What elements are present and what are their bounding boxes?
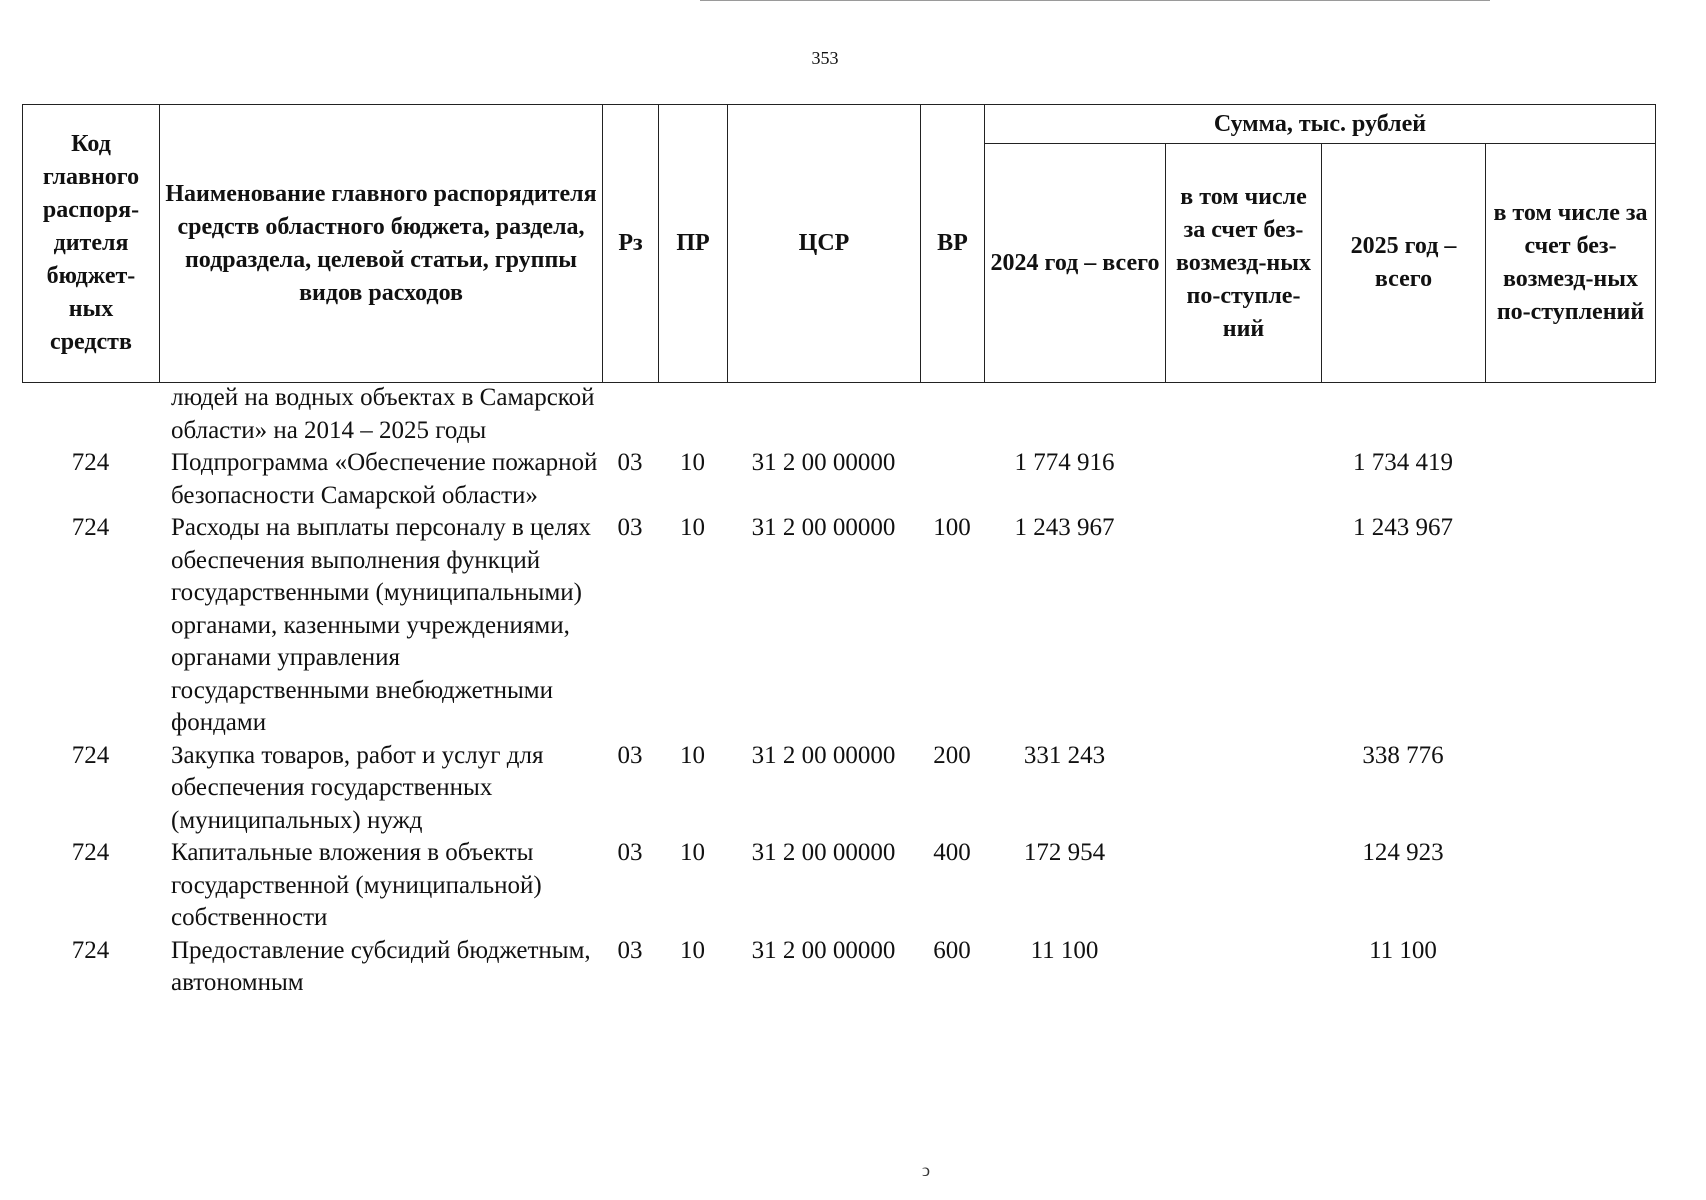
header-csr: ЦСР [728, 105, 921, 383]
row-csr: 31 2 00 00000 [751, 741, 896, 769]
row-grants-2024 [1165, 382, 1321, 447]
row-sum-2025: 124 923 [1362, 839, 1444, 866]
row-grants-2025 [1485, 382, 1655, 447]
row-grants-2024 [1165, 935, 1321, 1000]
row-code: 724 [71, 514, 110, 541]
row-code: 724 [71, 839, 110, 866]
row-sum-2025: 1 734 419 [1353, 449, 1453, 476]
row-rz: 03 [617, 514, 643, 541]
page-mark: ↄ [922, 1160, 930, 1180]
header-rz: Рз [603, 105, 659, 383]
row-grants-2025 [1485, 837, 1655, 935]
row-code: 724 [71, 741, 110, 769]
row-grants-2025 [1485, 447, 1655, 512]
row-vr [920, 382, 984, 447]
row-code [22, 382, 159, 447]
row-sum-2025: 11 100 [1369, 936, 1437, 964]
row-grants-2024 [1165, 740, 1321, 838]
row-rz: 03 [617, 839, 643, 866]
row-csr: 31 2 00 00000 [751, 514, 896, 541]
row-rz: 03 [617, 741, 643, 769]
row-sum-2025: 338 776 [1362, 741, 1444, 769]
row-vr: 600 [933, 936, 971, 964]
row-sum-2024: 172 954 [1023, 839, 1106, 866]
header-vr: ВР [921, 105, 985, 383]
row-code: 724 [71, 449, 110, 476]
row-pr: 10 [680, 741, 705, 769]
row-sum-2024: 331 243 [1023, 741, 1106, 769]
header-name: Наименование главного распорядителя средств областного бюджета, раздела, подраздела, целевой статьи, группы видов расходов [160, 105, 603, 383]
row-grants-2025 [1485, 740, 1655, 838]
row-pr: 10 [680, 449, 705, 476]
header-sum: Сумма, тыс. рублей [985, 105, 1656, 144]
table-body [22, 382, 1655, 1000]
row-name: Закупка товаров, работ и услуг для обеспечения государственных (муниципальных) нужд [171, 741, 544, 834]
row-pr: 10 [680, 936, 705, 964]
table-row [22, 447, 1655, 512]
row-grants-2024 [1165, 837, 1321, 935]
row-vr: 200 [933, 741, 971, 769]
row-sum-2025: 1 243 967 [1353, 514, 1453, 541]
row-pr: 10 [680, 514, 705, 541]
row-grants-2024 [1165, 512, 1321, 740]
header-2024-grants: в том числе за счет без-возмезд-ных по-ступле-ний [1166, 144, 1322, 383]
row-name: Подпрограмма «Обеспечение пожарной безопасности Самарской области» [171, 449, 598, 509]
table-header [22, 104, 1656, 383]
row-name: Капитальные вложения в объекты государственной (муниципальной) собственности [171, 839, 542, 931]
row-sum-2024: 1 243 967 [1014, 514, 1115, 541]
header-code: Код главного распоря-дителя бюджет-ных средств [23, 105, 160, 383]
page-number: 353 [811, 48, 839, 68]
header-2025-total: 2025 год – всего [1322, 144, 1486, 383]
row-sum-2024 [984, 382, 1165, 447]
row-csr [727, 382, 920, 447]
row-vr: 400 [933, 839, 971, 866]
table-row [22, 382, 1655, 447]
row-rz: 03 [617, 936, 643, 964]
row-csr: 31 2 00 00000 [751, 839, 896, 866]
row-grants-2025 [1485, 935, 1655, 1000]
row-name: Расходы на выплаты персоналу в целях обеспечения выполнения функций государственными (муниципальными) органами, казенными учреждениями, органами управления государственными внебюджетными фондами [171, 514, 591, 736]
row-sum-2025 [1321, 382, 1485, 447]
header-2024-total: 2024 год – всего [985, 144, 1166, 383]
row-pr: 10 [680, 839, 705, 866]
row-vr: 100 [933, 514, 971, 541]
row-csr: 31 2 00 00000 [751, 936, 896, 964]
row-grants-2024 [1165, 447, 1321, 512]
table-row [22, 837, 1655, 935]
row-sum-2024: 1 774 916 [1014, 449, 1115, 476]
table-row [22, 740, 1655, 838]
top-scan-line [700, 0, 1490, 1]
row-csr: 31 2 00 00000 [751, 449, 896, 476]
row-name: Предоставление субсидий бюджетным, автономным [171, 936, 591, 996]
header-2025-grants: в том числе за счет без-возмезд-ных по-ступлений [1486, 144, 1656, 383]
row-pr [658, 382, 727, 447]
header-pr: ПР [659, 105, 728, 383]
row-code: 724 [71, 936, 110, 964]
row-vr [920, 447, 984, 512]
row-rz: 03 [617, 449, 643, 476]
row-sum-2024: 11 100 [1030, 936, 1099, 964]
table-row [22, 512, 1655, 740]
row-rz [602, 382, 658, 447]
row-name: людей на водных объектах в Самарской области» на 2014 – 2025 годы [171, 384, 595, 444]
table-row [22, 935, 1655, 1000]
row-grants-2025 [1485, 512, 1655, 740]
